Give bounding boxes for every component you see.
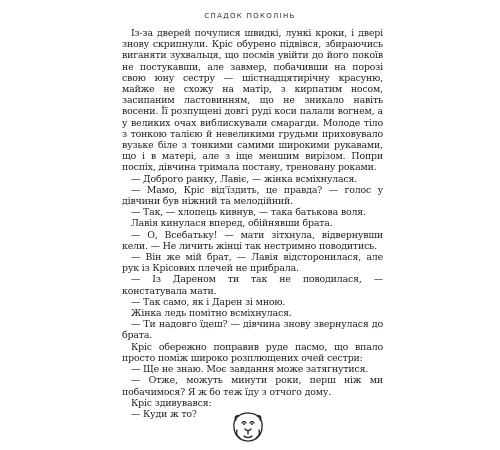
paragraph: — Куди ж то? xyxy=(131,408,197,420)
paragraph: Лавія кинулася вперед, обійнявши брата. xyxy=(131,218,333,230)
paragraph: — Так, — хлопець кивнув, — така батькова воля. xyxy=(131,207,366,219)
paragraph: — Доброго ранку, Лавіє, — жінка всміхнулася. xyxy=(131,173,358,185)
paragraph: — Так само, як і Дарен зі мною. xyxy=(131,296,286,308)
paragraph: — Він же мій брат, — Лавія відсторонилася, але рук із Крісових плечей не прибрала. xyxy=(122,252,383,275)
paragraph: Кріс обережно поправив руде пасмо, що впало просто поміж широко розплющених очей сестри: xyxy=(122,341,383,364)
running-head: СПАДОК ПОКОЛІНЬ xyxy=(204,12,296,20)
paragraph: — Ти надовго їдеш? — дівчина знову звернулася до брата. xyxy=(122,319,383,342)
lion-head-ornament-icon xyxy=(230,411,266,443)
paragraph: Кріс здивувався: xyxy=(131,397,212,409)
paragraph: — Із Дареном ти так не поводилася, — констатувала мати. xyxy=(122,274,383,297)
paragraph: — Ще не знаю. Моє завдання може затягнутися. xyxy=(131,364,369,376)
paragraph: — Отже, можуть минути роки, перш ніж ми побачимося? Я ж бо теж їду з отчого дому. xyxy=(122,375,383,398)
body-text xyxy=(122,28,383,420)
paragraph: Із-за дверей почулися швидкі, лункі кроки, і двері знову скрипнули. Кріс обурено підвівся, збираючись виганяти зухвальця, що посмів увійти до його покоїв не постукавши, але завмер, побачивши на порозі свою юну сестру — шістнадцятирічну красуню, майже не схожу на матір, з кирпатим носом, засипаним ластовинням, що не зникало навіть восени. Її розпущені довгі руді коси палали вогнем, а у великих очах виблискували смарагди. Молоде тіло з тонкою талією й невеликими грудьми приховувало вузьке біле з тонкими самими широкими рукавами, що і в матері, але з іще меншим вирізом. Попри поспіх, дівчина тримала поставу, тренованy роками. xyxy=(122,28,383,174)
paragraph: Жінка ледь помітно всміхнулася. xyxy=(131,308,292,320)
paragraph: — Мамо, Кріс від'їздить, це правда? — голос у дівчини був ніжний та мелодійний. xyxy=(122,184,383,208)
paragraph: — О, Всебатьку! — мати зітхнула, відвернувши кели. — Не личить жінці так нестримно поводитись. xyxy=(122,229,383,252)
